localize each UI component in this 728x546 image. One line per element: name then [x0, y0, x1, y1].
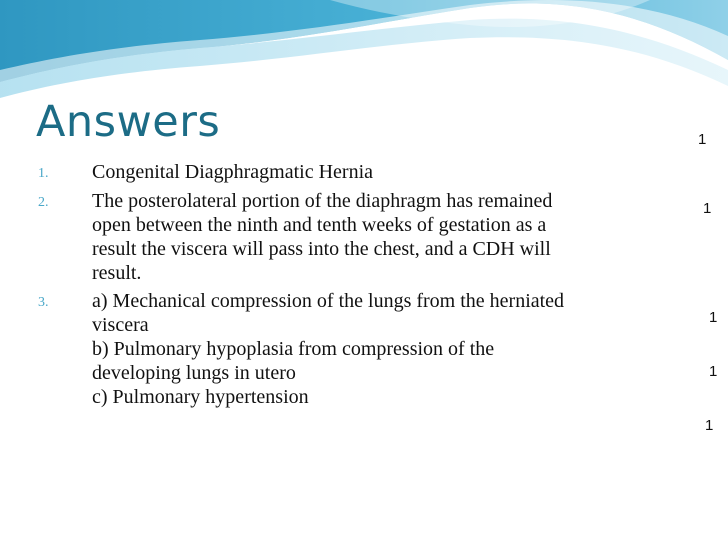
answer-item-number: 2. [38, 195, 49, 210]
answer-item-text: Congenital Diagphragmatic Hernia [92, 161, 374, 183]
answer-item-number: 3. [38, 295, 49, 310]
score-mark: 1 [698, 131, 707, 148]
answer-item-text: a) Mechanical compression of the lungs from the herniated viscera b) Pulmonary hypoplasia from compression of the developing lungs in utero c) Pulmonary hypertension [92, 290, 565, 408]
slide-title: Answers [36, 97, 221, 147]
answer-item-number: 1. [38, 166, 49, 181]
score-mark: 1 [703, 200, 712, 217]
score-mark: 1 [709, 309, 718, 326]
score-mark: 1 [709, 363, 718, 380]
answer-item-text: The posterolateral portion of the diaphragm has remained open between the ninth and tenth weeks of gestation as a result the viscera will pass into the chest, and a CDH will result. [92, 190, 553, 284]
score-mark: 1 [705, 417, 714, 434]
